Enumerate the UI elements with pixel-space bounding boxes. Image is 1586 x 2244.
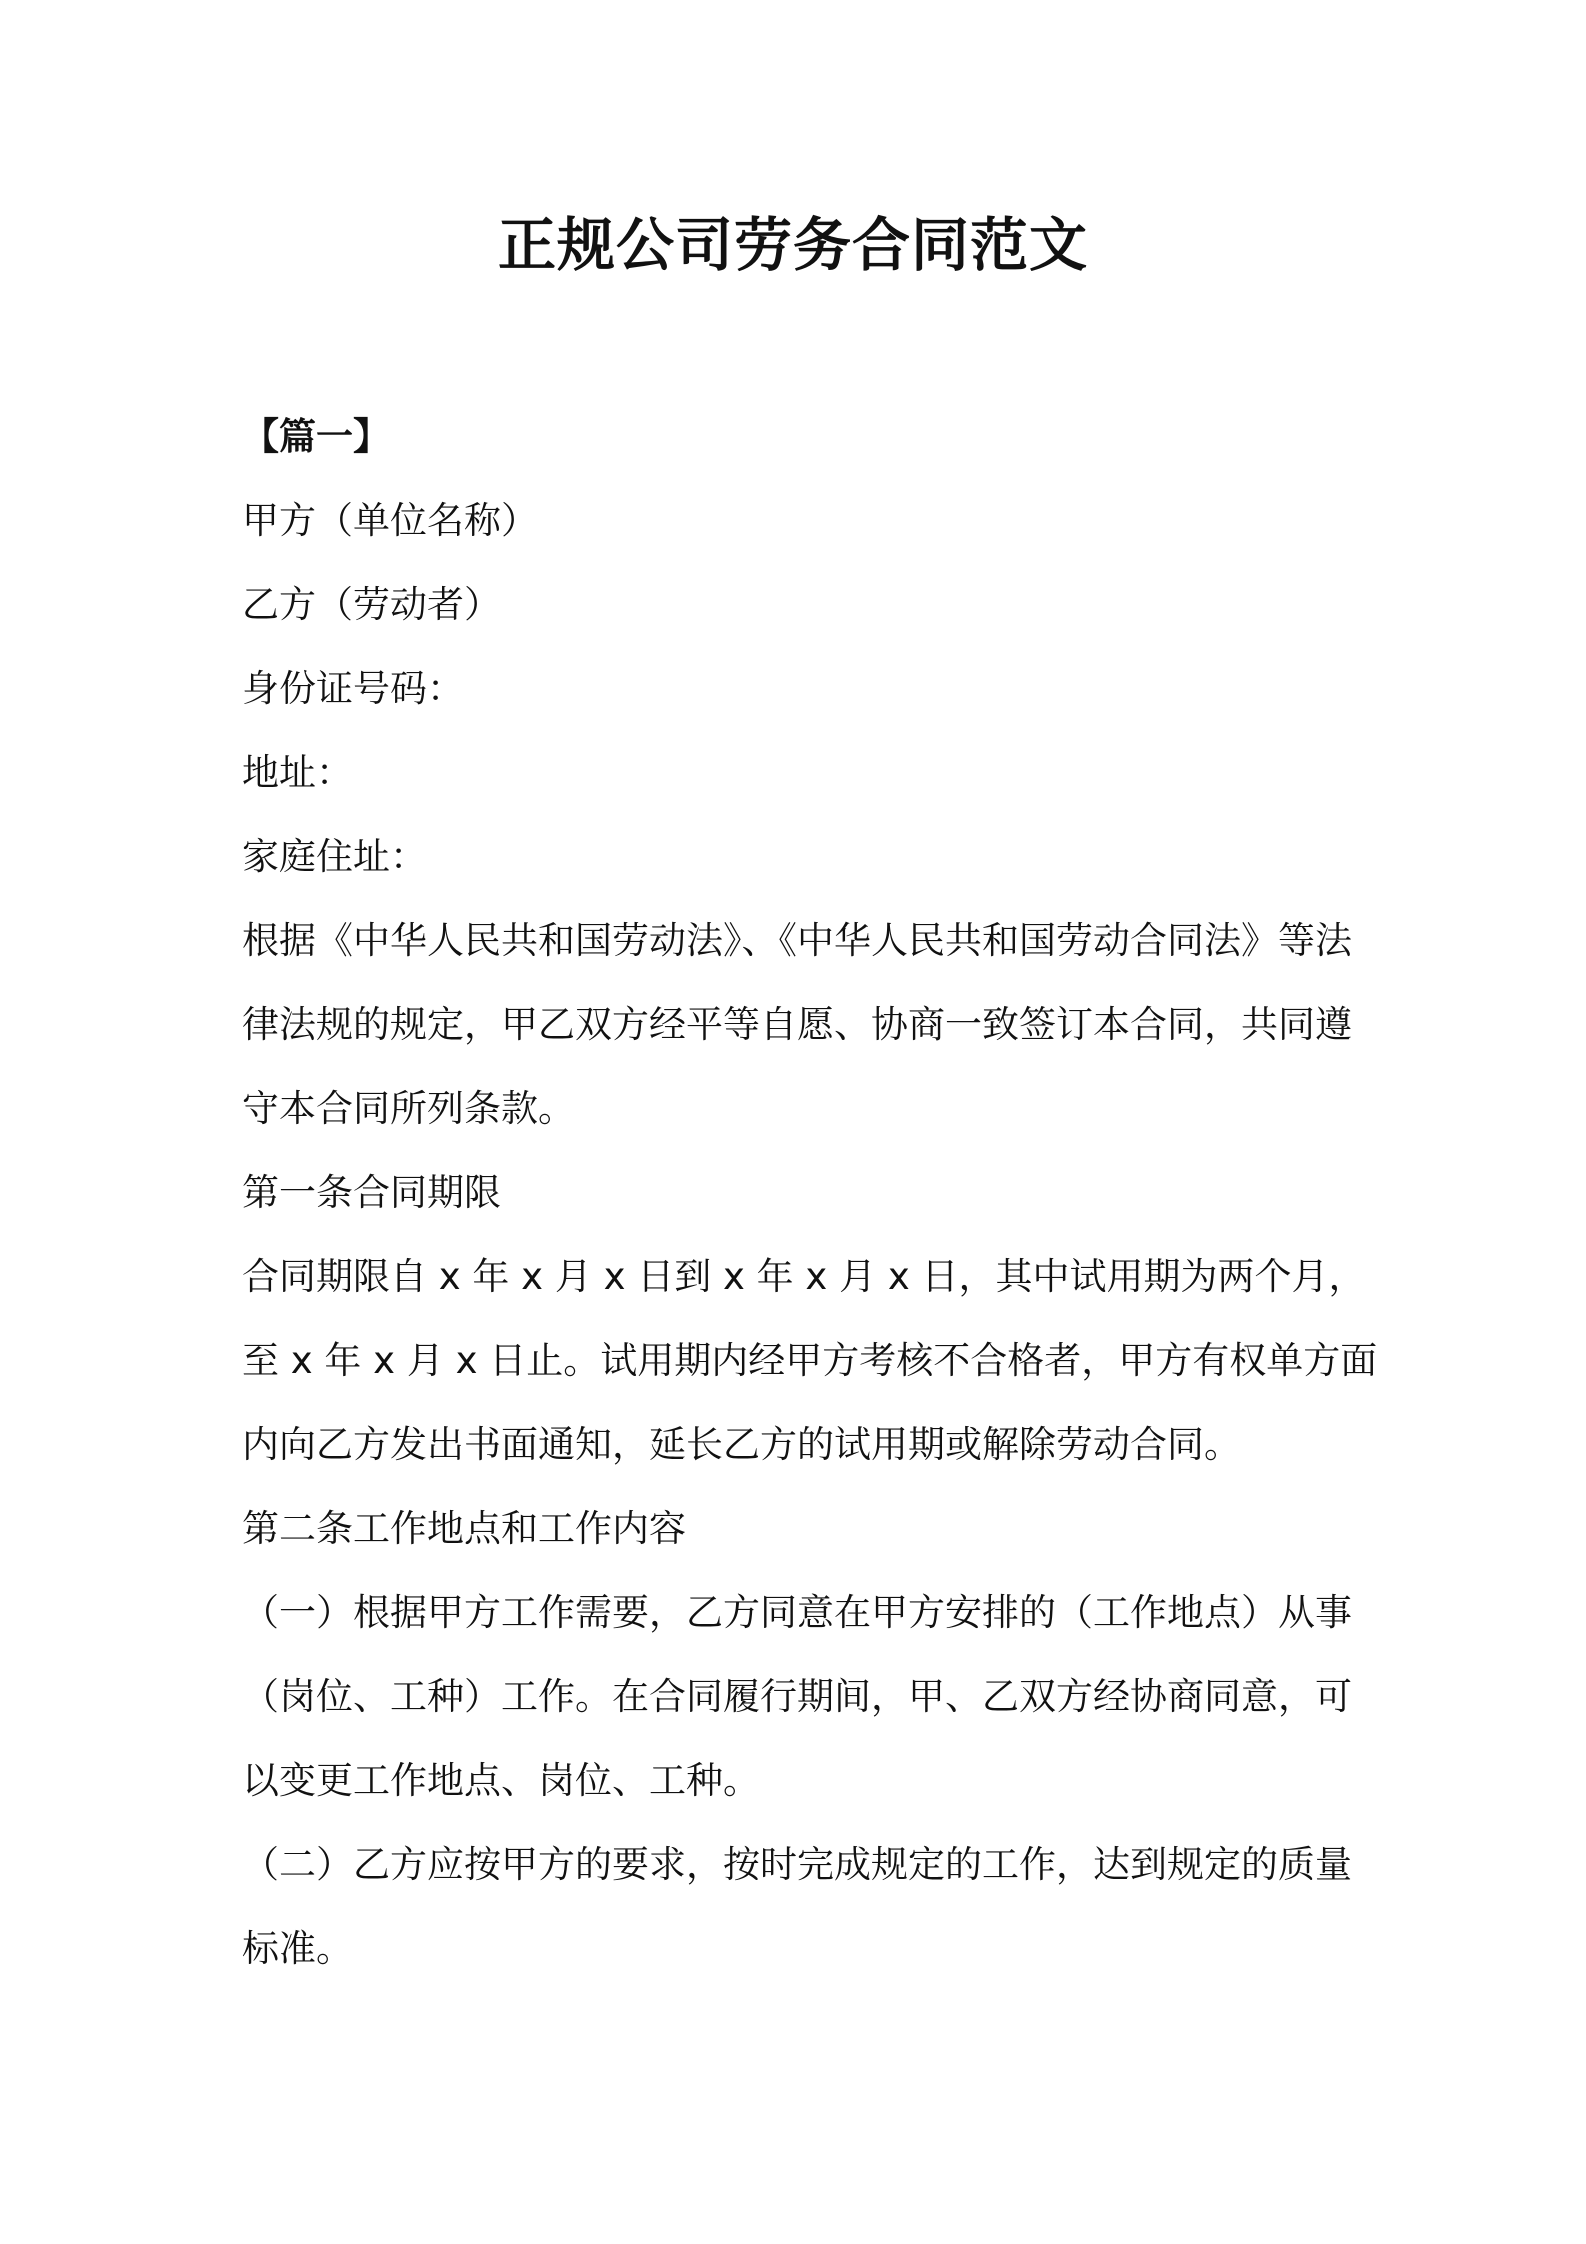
preamble-line: 根据《中华人民共和国劳动法》、《中华人民共和国劳动合同法》等法: [242, 919, 1352, 962]
home-address-line: 家庭住址：: [242, 835, 427, 878]
article-text-line: （二）乙方应按甲方的要求，按时完成规定的工作，达到规定的质量: [242, 1843, 1352, 1886]
id-number-line: 身份证号码：: [242, 667, 464, 710]
article-text-line: （一）根据甲方工作需要，乙方同意在甲方安排的（工作地点）从事: [242, 1591, 1352, 1634]
article-text-line: 合同期限自 x 年 x 月 x 日到 x 年 x 月 x 日，其中试用期为两个月，: [242, 1255, 1366, 1298]
article-heading: 第二条工作地点和工作内容: [242, 1507, 686, 1550]
article-text-line: 以变更工作地点、岗位、工种。: [242, 1759, 760, 1802]
party-b-line: 乙方（劳动者）: [242, 583, 501, 626]
article-text-line: （岗位、工种）工作。在合同履行期间，甲、乙双方经协商同意，可: [242, 1675, 1352, 1718]
page-title: 正规公司劳务合同范文: [497, 211, 1088, 279]
article-text-line: 内向乙方发出书面通知，延长乙方的试用期或解除劳动合同。: [242, 1423, 1241, 1466]
preamble-line: 律法规的规定，甲乙双方经平等自愿、协商一致签订本合同，共同遵: [242, 1003, 1352, 1046]
article-text-line: 标准。: [242, 1927, 353, 1970]
document-body: [242, 395, 1378, 1991]
party-a-line: 甲方（单位名称）: [242, 499, 538, 542]
preamble-line: 守本合同所列条款。: [242, 1087, 575, 1130]
article-heading: 第一条合同期限: [242, 1171, 501, 1214]
article-text-line: 至 x 年 x 月 x 日止。试用期内经甲方考核不合格者，甲方有权单方面: [242, 1339, 1378, 1382]
address-line: 地址：: [242, 751, 353, 794]
section-heading: 【篇一】: [242, 415, 390, 458]
